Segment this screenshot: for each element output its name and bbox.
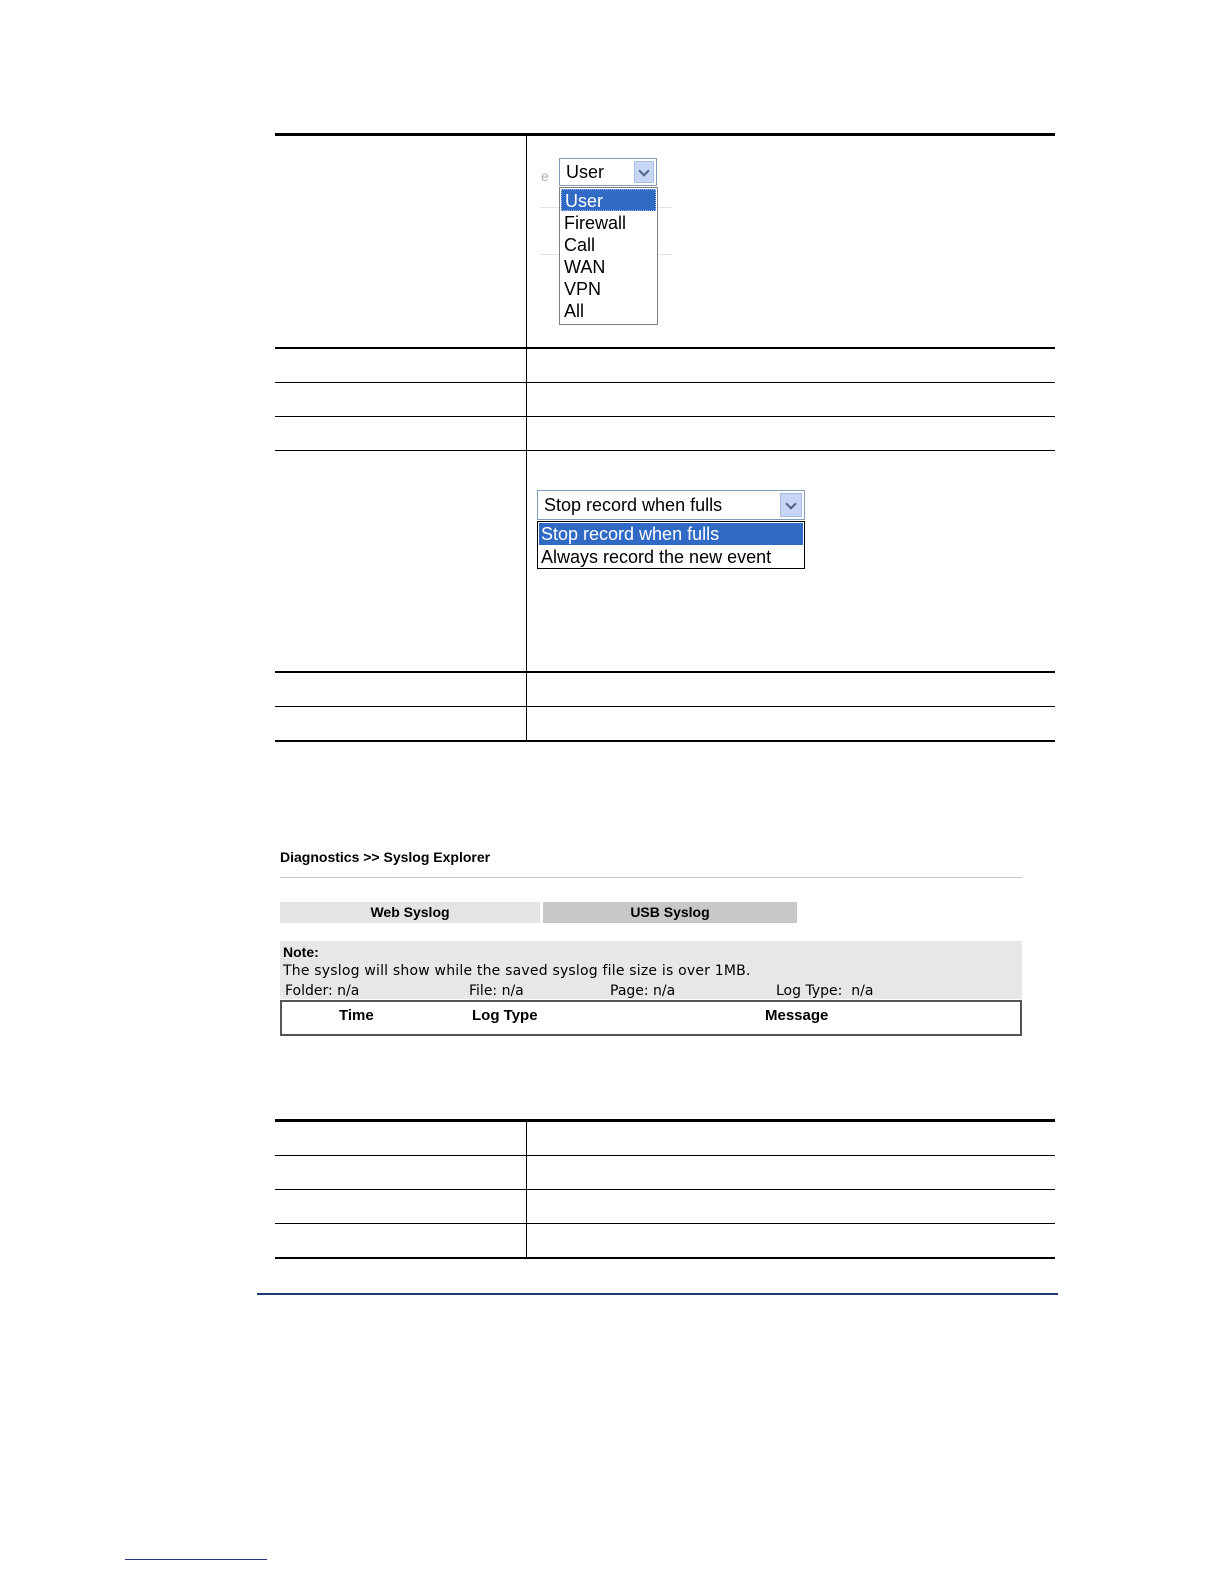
table-row-rule: [275, 706, 1055, 707]
footer-rule: [257, 1293, 1058, 1295]
breadcrumb: Diagnostics >> Syslog Explorer: [280, 849, 491, 865]
syslog-table: [280, 1000, 1022, 1036]
log-type-option-call[interactable]: Call: [564, 235, 596, 255]
table-bottom-rule: [275, 740, 1055, 742]
column-header-message: Message: [765, 1007, 829, 1024]
tab-web-syslog[interactable]: Web Syslog: [280, 902, 540, 923]
folder-status: Folder: n/a: [285, 983, 360, 999]
log-type-option-wan[interactable]: WAN: [564, 257, 606, 277]
table-column-divider: [526, 1121, 527, 1259]
table-row-rule: [275, 416, 1055, 417]
log-type-options-list: [559, 187, 658, 325]
log-record-select[interactable]: [537, 490, 805, 520]
table-top-rule: [275, 133, 1055, 136]
note-text: The syslog will show while the saved syslog file size is over 1MB.: [283, 963, 751, 979]
log-type-option-firewall[interactable]: Firewall: [564, 213, 627, 233]
log-type-select[interactable]: [559, 158, 657, 186]
tab-usb-syslog[interactable]: USB Syslog: [543, 902, 797, 923]
partial-label-glyph: e: [541, 168, 549, 184]
breadcrumb-divider: [280, 877, 1022, 878]
log-type-option-user[interactable]: User: [561, 189, 656, 211]
column-header-log-type: Log Type: [472, 1007, 538, 1024]
log-type-status: Log Type: n/a: [776, 983, 874, 999]
table-row-rule: [275, 347, 1055, 349]
table-row-rule: [275, 450, 1055, 451]
chevron-down-icon: [638, 165, 649, 176]
log-record-option-stop[interactable]: Stop record when fulls: [539, 523, 803, 545]
log-type-selected-value: User: [566, 162, 605, 182]
note-title: Note:: [283, 944, 319, 960]
file-status: File: n/a: [469, 983, 524, 999]
log-type-option-all[interactable]: All: [564, 301, 585, 321]
log-type-option-vpn[interactable]: VPN: [564, 279, 602, 299]
table-bottom-rule: [275, 1257, 1055, 1259]
footnote-rule: [125, 1559, 267, 1560]
page-status: Page: n/a: [610, 983, 676, 999]
column-header-time: Time: [339, 1007, 374, 1024]
chevron-down-icon: [785, 498, 796, 509]
dropdown-arrow-button[interactable]: [780, 493, 802, 517]
table-row-rule: [275, 382, 1055, 383]
log-record-option-always[interactable]: Always record the new event: [541, 547, 772, 567]
dropdown-arrow-button[interactable]: [634, 161, 654, 183]
table-row-rule: [275, 1189, 1055, 1190]
table-row-rule: [275, 671, 1055, 673]
log-record-options-list: [537, 521, 805, 569]
log-record-selected-value: Stop record when fulls: [544, 495, 723, 515]
table-top-rule: [275, 1119, 1055, 1122]
table-row-rule: [275, 1155, 1055, 1156]
table-row-rule: [275, 1223, 1055, 1224]
table-column-divider: [526, 135, 527, 741]
